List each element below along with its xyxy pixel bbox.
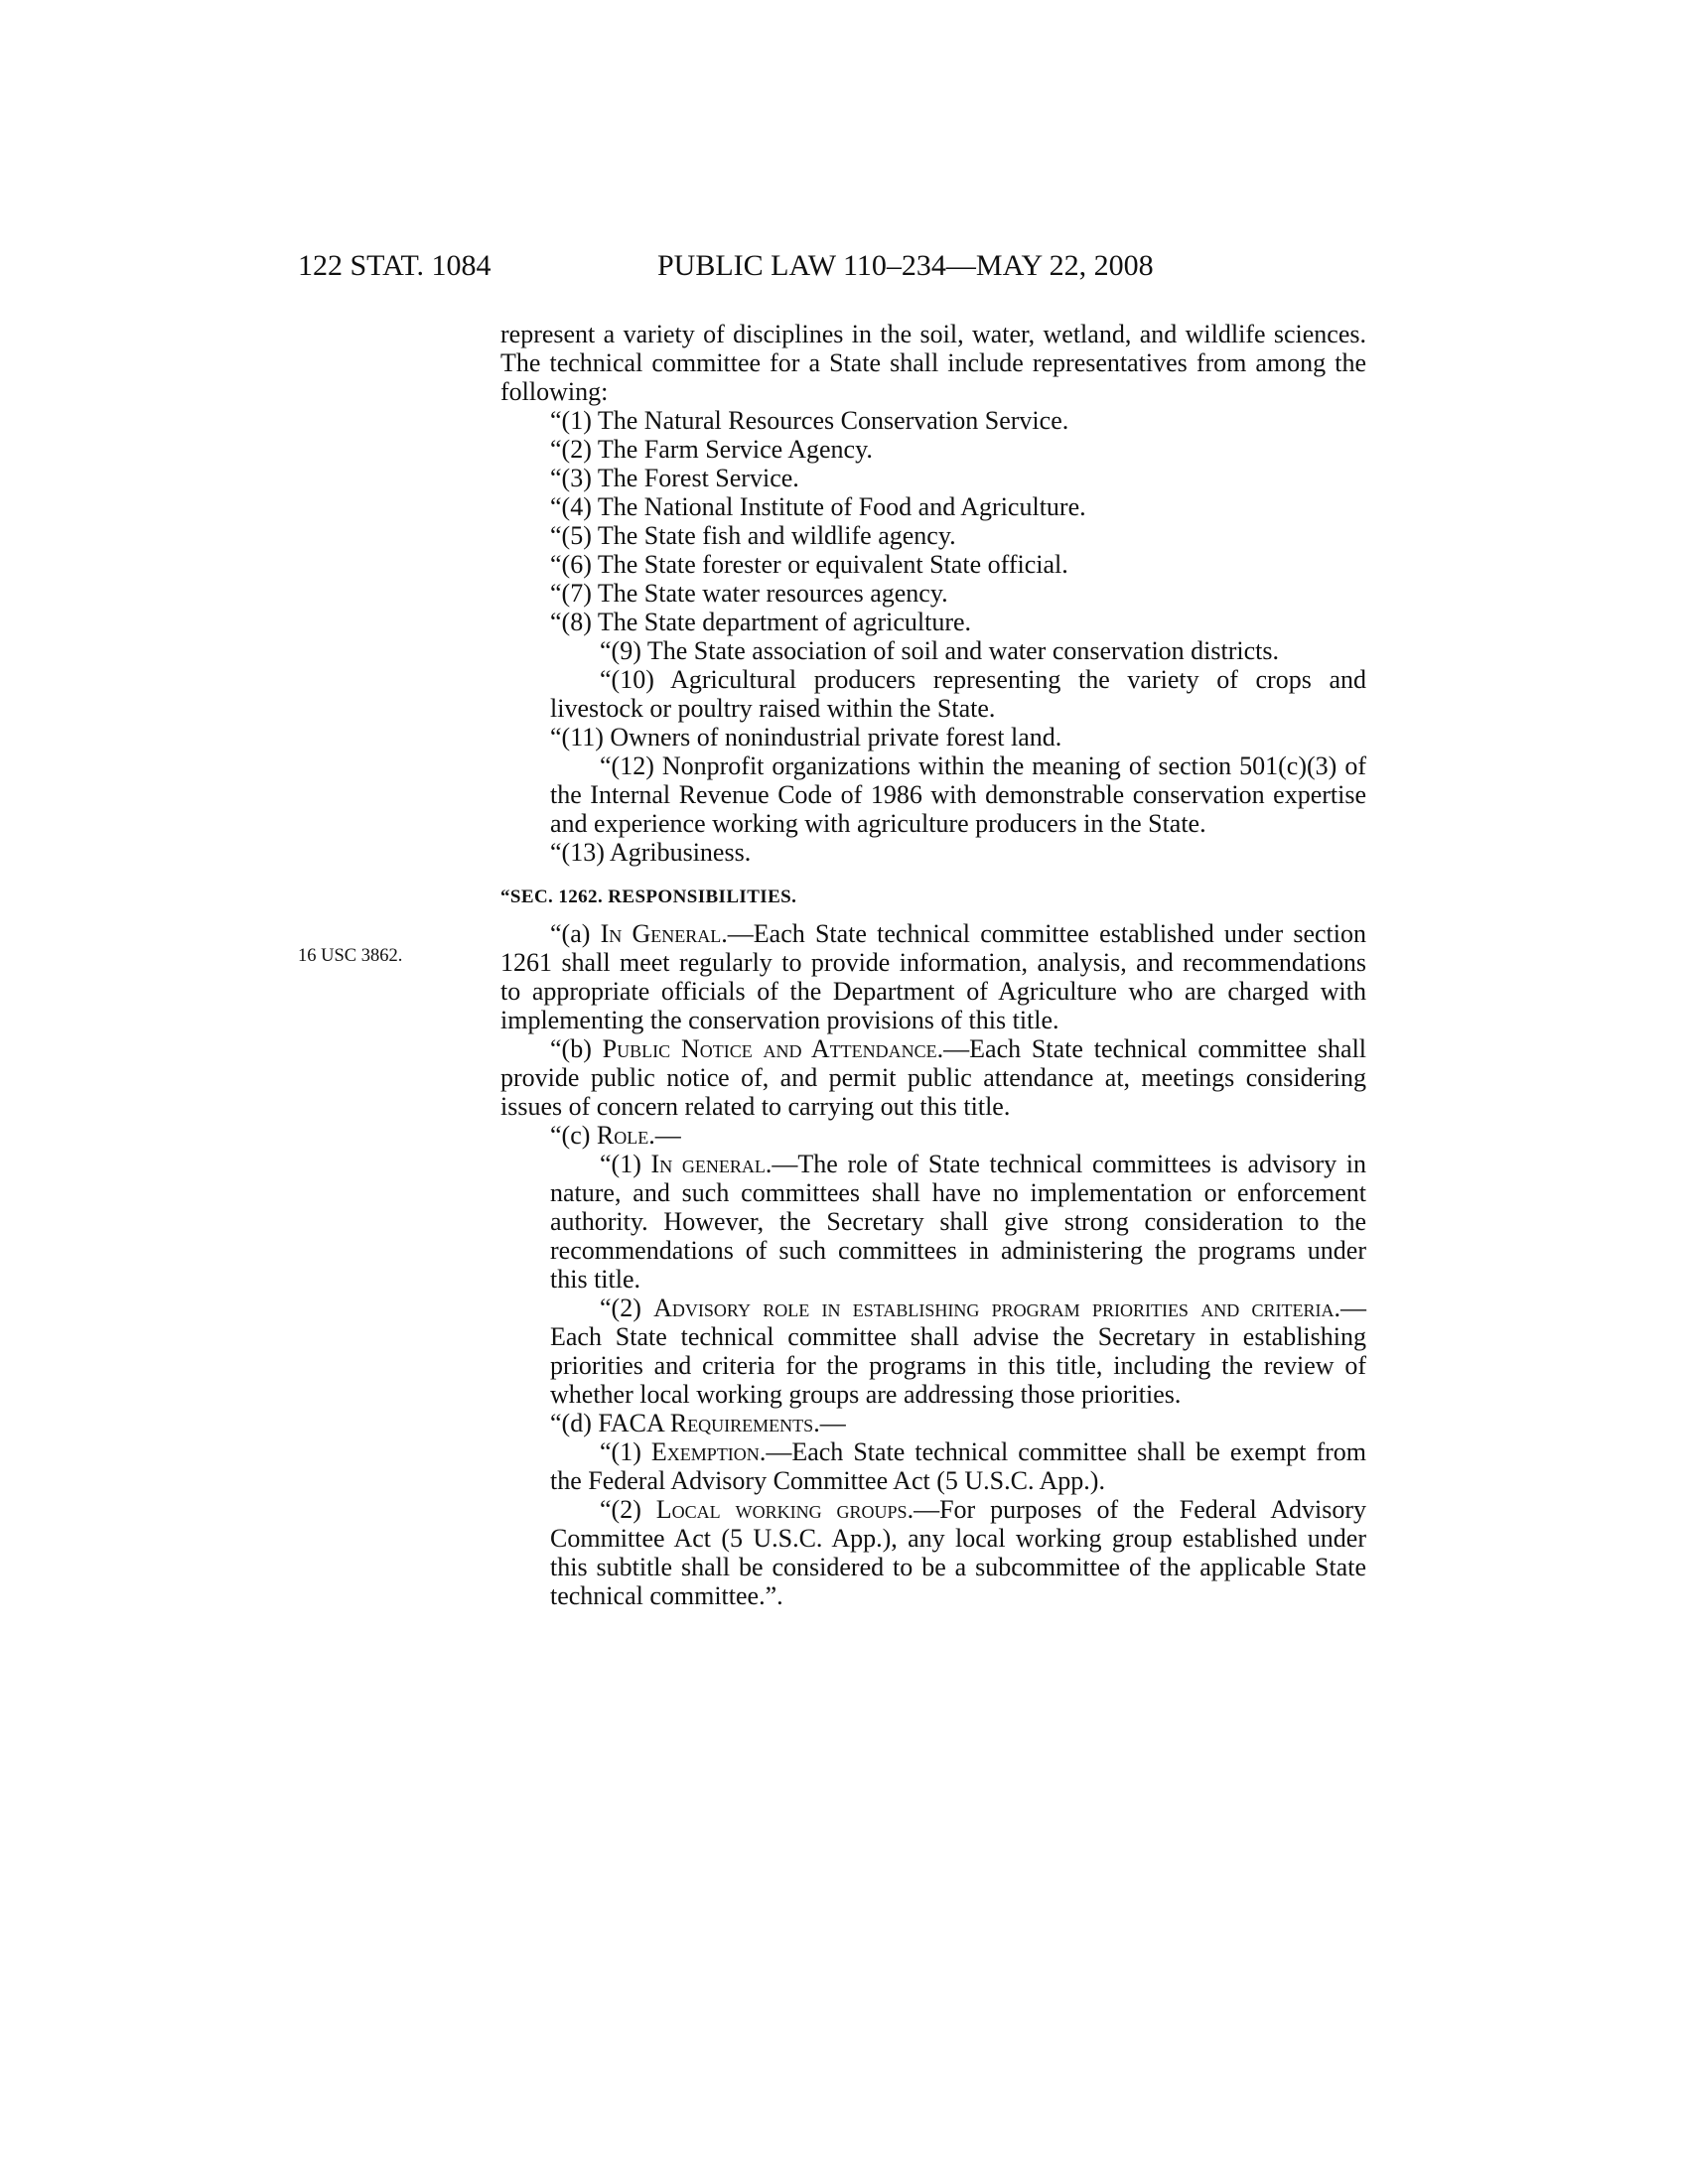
section-heading: “SEC. 1262. RESPONSIBILITIES. (500, 887, 797, 907)
paragraph-c2-text: .—Each State technical committee shall advise the Secretary in establishing priorities and criteria for the programs in this title, including the review of whether local working groups are addressing those priorities. (550, 1294, 1367, 1409)
paragraph-d1-heading: Exemption (650, 1437, 760, 1466)
intro-paragraph: represent a variety of disciplines in the soil, water, wetland, and wildlife sciences. The technical committee for a State shall include representatives from among the following: (500, 320, 1366, 406)
subsection-a-heading: In General (600, 919, 722, 948)
subsection-d-prefix: “(d) (550, 1409, 599, 1437)
paragraph-d2-text: .—For purposes of the Federal Advisory Committee Act (5 U.S.C. App.), any local working group established under this subtitle shall be considered to be a subcommittee of the applicable State technical committee.”. (550, 1495, 1367, 1610)
list-item-representative-8: “(8) The State department of agriculture. (550, 608, 972, 636)
subsection-a-text: .—Each State technical committee established under section 1261 shall meet regularly to provide information, analysis, and recommendations to appropriate officials of the Department of Agriculture who are charged with implementing the conservation provisions of this title. (500, 919, 1366, 1034)
subsection-b (500, 1034, 1366, 1121)
subsection-d-text: .— (813, 1409, 846, 1437)
paragraph-c1-prefix: “(1) (600, 1150, 651, 1178)
subsection-d-heading: FACA Requirements (598, 1409, 814, 1437)
list-item-representative-6: “(6) The State forester or equivalent State official. (550, 550, 1068, 579)
subsection-b-heading: Public Notice and Attendance (602, 1034, 937, 1063)
paragraph-d2-heading: Local working groups (655, 1495, 908, 1524)
list-item-representative-4: “(4) The National Institute of Food and Agriculture. (550, 492, 1086, 521)
list-item-representative-9: “(9) The State association of soil and water conservation districts. (600, 636, 1279, 665)
paragraph-d2 (500, 1495, 1366, 1610)
paragraph-d1 (500, 1437, 1366, 1495)
page-stat-reference: 122 STAT. 1084 (298, 249, 492, 282)
list-item-representative-2: “(2) The Farm Service Agency. (550, 435, 873, 464)
subsection-c (500, 1121, 1366, 1150)
list-item-representative-13: “(13) Agribusiness. (550, 838, 752, 867)
paragraph-c2 (500, 1294, 1366, 1409)
paragraph-c2-heading: Advisory role in establishing program priorities and criteria (653, 1294, 1335, 1322)
paragraph-c1-text: .—The role of State technical committees is advisory in nature, and such committees shall have no implementation or enforcement authority. However, the Secretary shall give strong consideration to the recommendations of such committees in administering the programs under this title. (550, 1150, 1366, 1294)
list-item-representative-1: “(1) The Natural Resources Conservation Service. (550, 406, 1069, 435)
margin-citation-note: 16 USC 3862. (298, 946, 403, 966)
list-item-representative-10: “(10) Agricultural producers representing the variety of crops and livestock or poultry raised within the State. (550, 665, 1366, 723)
running-header-title: PUBLIC LAW 110–234—MAY 22, 2008 (657, 249, 1154, 282)
list-item-representative-11: “(11) Owners of nonindustrial private forest land. (550, 723, 1062, 751)
paragraph-c2-prefix: “(2) (600, 1294, 654, 1322)
subsection-a (500, 919, 1366, 1034)
list-item-representative-3: “(3) The Forest Service. (550, 464, 799, 492)
paragraph-c1-heading: In general (650, 1150, 766, 1178)
paragraph-c1 (500, 1150, 1366, 1294)
subsection-c-text: .— (648, 1121, 681, 1150)
subsection-b-prefix: “(b) (550, 1034, 603, 1063)
subsection-b-text: .—Each State technical committee shall provide public notice of, and permit public attendance at, meetings considering issues of concern related to carrying out this title. (500, 1034, 1367, 1121)
paragraph-d2-prefix: “(2) (600, 1495, 656, 1524)
subsection-c-heading: Role (596, 1121, 649, 1150)
subsection-c-prefix: “(c) (550, 1121, 597, 1150)
paragraph-d1-text: .—Each State technical committee shall be exempt from the Federal Advisory Committee Act (5 U.S.C. App.). (550, 1437, 1366, 1495)
list-item-representative-7: “(7) The State water resources agency. (550, 579, 948, 608)
subsection-d (500, 1409, 1366, 1437)
list-item-representative-5: “(5) The State fish and wildlife agency. (550, 521, 956, 550)
statute-body (500, 320, 1366, 1610)
paragraph-d1-prefix: “(1) (600, 1437, 651, 1466)
list-item-representative-12: “(12) Nonprofit organizations within the meaning of section 501(c)(3) of the Internal Revenue Code of 1986 with demonstrable conservation expertise and experience working with agriculture producers in the State. (550, 751, 1366, 838)
subsection-a-prefix: “(a) (550, 919, 601, 948)
